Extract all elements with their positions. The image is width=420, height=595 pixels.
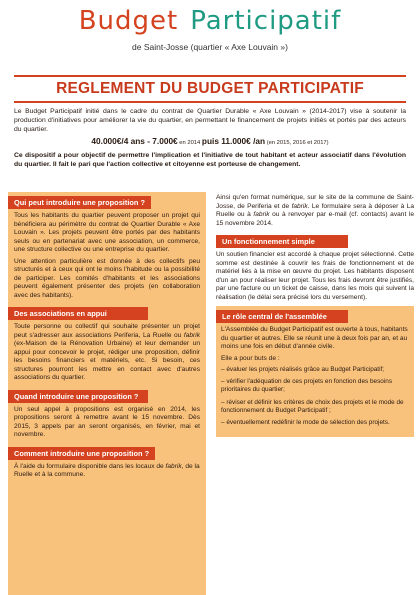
assembly-goal-label: Elle a pour buts de : (221, 354, 280, 362)
section-head-assembly: Le rôle central de l'assemblée (216, 310, 348, 323)
support-paragraph (14, 323, 200, 383)
assembly-paragraph: L'Assemblée du Budget Participatif est ouverte à tous, habitants du quartier et autres. Elle se réunit une à deux fois par an, et au moins une fois en début d'année civile. (221, 326, 408, 350)
brand-subtitle: de Saint-Josse (quartier « Axe Louvain ») (132, 42, 288, 52)
how-paragraph (14, 463, 200, 480)
section-head-operation: Un fonctionnement simple (216, 235, 348, 248)
cont-fabrik-2: fabrik (253, 211, 270, 218)
list-item: – vérifier l'adéquation de ces projets en fonction des besoins prioritaires du quartier; (221, 378, 393, 394)
amount-2014-label: en 2014 (177, 140, 202, 146)
how-fabrik: fabrik (165, 462, 182, 470)
amount-puis: puis (201, 136, 219, 146)
section-head-how: Comment introduire une proposition ? (8, 447, 155, 460)
support-text-b: (ex-Maison de la Rénovation Urbaine) et leur demander un appui pour concevoir le projet, rédiger une proposition, définir les besoins financiers et matériels, etc. Si besoin, ces structures pourront les mettre en contact avec d'autres associations du quartier. (14, 340, 200, 381)
amount-2014: 7.000€ (152, 136, 178, 146)
amount-years: (en 2015, 2016 et 2017) (265, 140, 329, 146)
how-text-a: À l'aide du formulaire disponible dans les locaux de (14, 462, 166, 470)
list-item: – éventuellement redéfinir le mode de sélection des projets. (221, 419, 390, 427)
brand-word-budget: Budget (78, 6, 179, 36)
cont-text-b: . Le formulaire sera à déposer à La Ruelle ou à (216, 202, 414, 218)
who-paragraph-2: Une attention particulière est donnée à des collectifs peu structurés et à ceux qui ont le moins l'habitude ou la possibilité de participer. Les comités d'habitants et les associations peuvent également présenter des projets (en collaboration avec des habitants). (14, 257, 200, 299)
support-text-a: Toute personne ou collectif qui souhaite présenter un projet peut s'adresser aux associations Periferia, La Ruelle ou (14, 323, 200, 339)
cont-text-a: Ainsi qu'en format numérique, sur le site de la commune de Saint-Josse, de Periferia et de (216, 194, 414, 210)
list-item: – réviser et définir les critères de choix des projets et le mode de fonctionnement du Budget Participatif ; (221, 398, 404, 414)
who-paragraph-1: Tous les habitants du quartier peuvent proposer un projet qui bénéficiera au périmètre du contrat de Quartier Durable « Axe Louvain ». Les projets peuvent être portés par des habitants seuls ou en partenariat avec une association, un commerce, une structure collective ou une entreprise du quartier. (14, 212, 200, 253)
amount-yearly: 11.000€ /an (218, 136, 266, 146)
intro-paragraph-1: Le Budget Participatif initié dans le cadre du contrat de Quartier Durable « Axe Louvain » (2014-2017) vise à soutenir la production d'initiatives pour améliorer la vie du quartier, en permettant le financement de projets initiés et portés par des acteurs du quartier. (14, 108, 406, 133)
cont-fabrik-1: fabrik (291, 202, 308, 210)
brand-word-participatif: Participatif (190, 6, 342, 36)
budget-amount (14, 137, 406, 148)
right-column (212, 192, 418, 437)
support-fabrik: fabrik (183, 331, 200, 339)
how-continued-paragraph (216, 194, 414, 228)
page-title: REGLEMENT DU BUDGET PARTICIPATIF (14, 75, 406, 103)
intro-block (14, 107, 406, 172)
brand-logo (0, 6, 420, 36)
cont-text-c: ou à renvoyer par e-mail (cf. contacts) avant le 15 novembre 2014. (216, 211, 414, 227)
list-item: – évaluer les projets réalisés grâce au Budget Participatif; (221, 366, 385, 373)
amount-total: 40.000€/4 ans (91, 136, 145, 146)
section-head-who: Qui peut introduire une proposition ? (8, 196, 151, 209)
brand-header (0, 0, 420, 60)
left-column (8, 192, 206, 483)
assembly-panel (216, 306, 414, 437)
amount-separator: - (144, 136, 153, 146)
section-head-support: Des associations en appui (8, 307, 148, 320)
how-text-b: , de la Ruelle et à la commune. (14, 462, 200, 478)
section-head-when: Quand introduire une proposition ? (8, 390, 148, 403)
intro-paragraph-2: Ce dispositif a pour objectif de permettre l'implication et l'initiative de tout habitant et acteur associatif dans l'évolution du quartier. Il fait le pari que l'action collective et citoyenne est porteuse de changement. (14, 152, 406, 168)
when-paragraph: Un seul appel à propositions est organisé en 2014, les propositions seront à remettre avant le 15 novembre. Dès 2015, 3 appels par an seront organisés, en février, mai et novembre. (14, 405, 200, 438)
operation-paragraph: Un soutien financier est accordé à chaque projet sélectionné. Cette somme est destinée à couvrir les frais de fonctionnement et de matériel liés à la mise en œuvre du projet. Les habitants disposent d'un an pour réaliser leur projet. Tous les frais devront être justifiés, par une facture ou un ticket de caisse, dans les mois qui suivent la réalisation (le délai sera précisé lors du versement). (216, 251, 414, 301)
